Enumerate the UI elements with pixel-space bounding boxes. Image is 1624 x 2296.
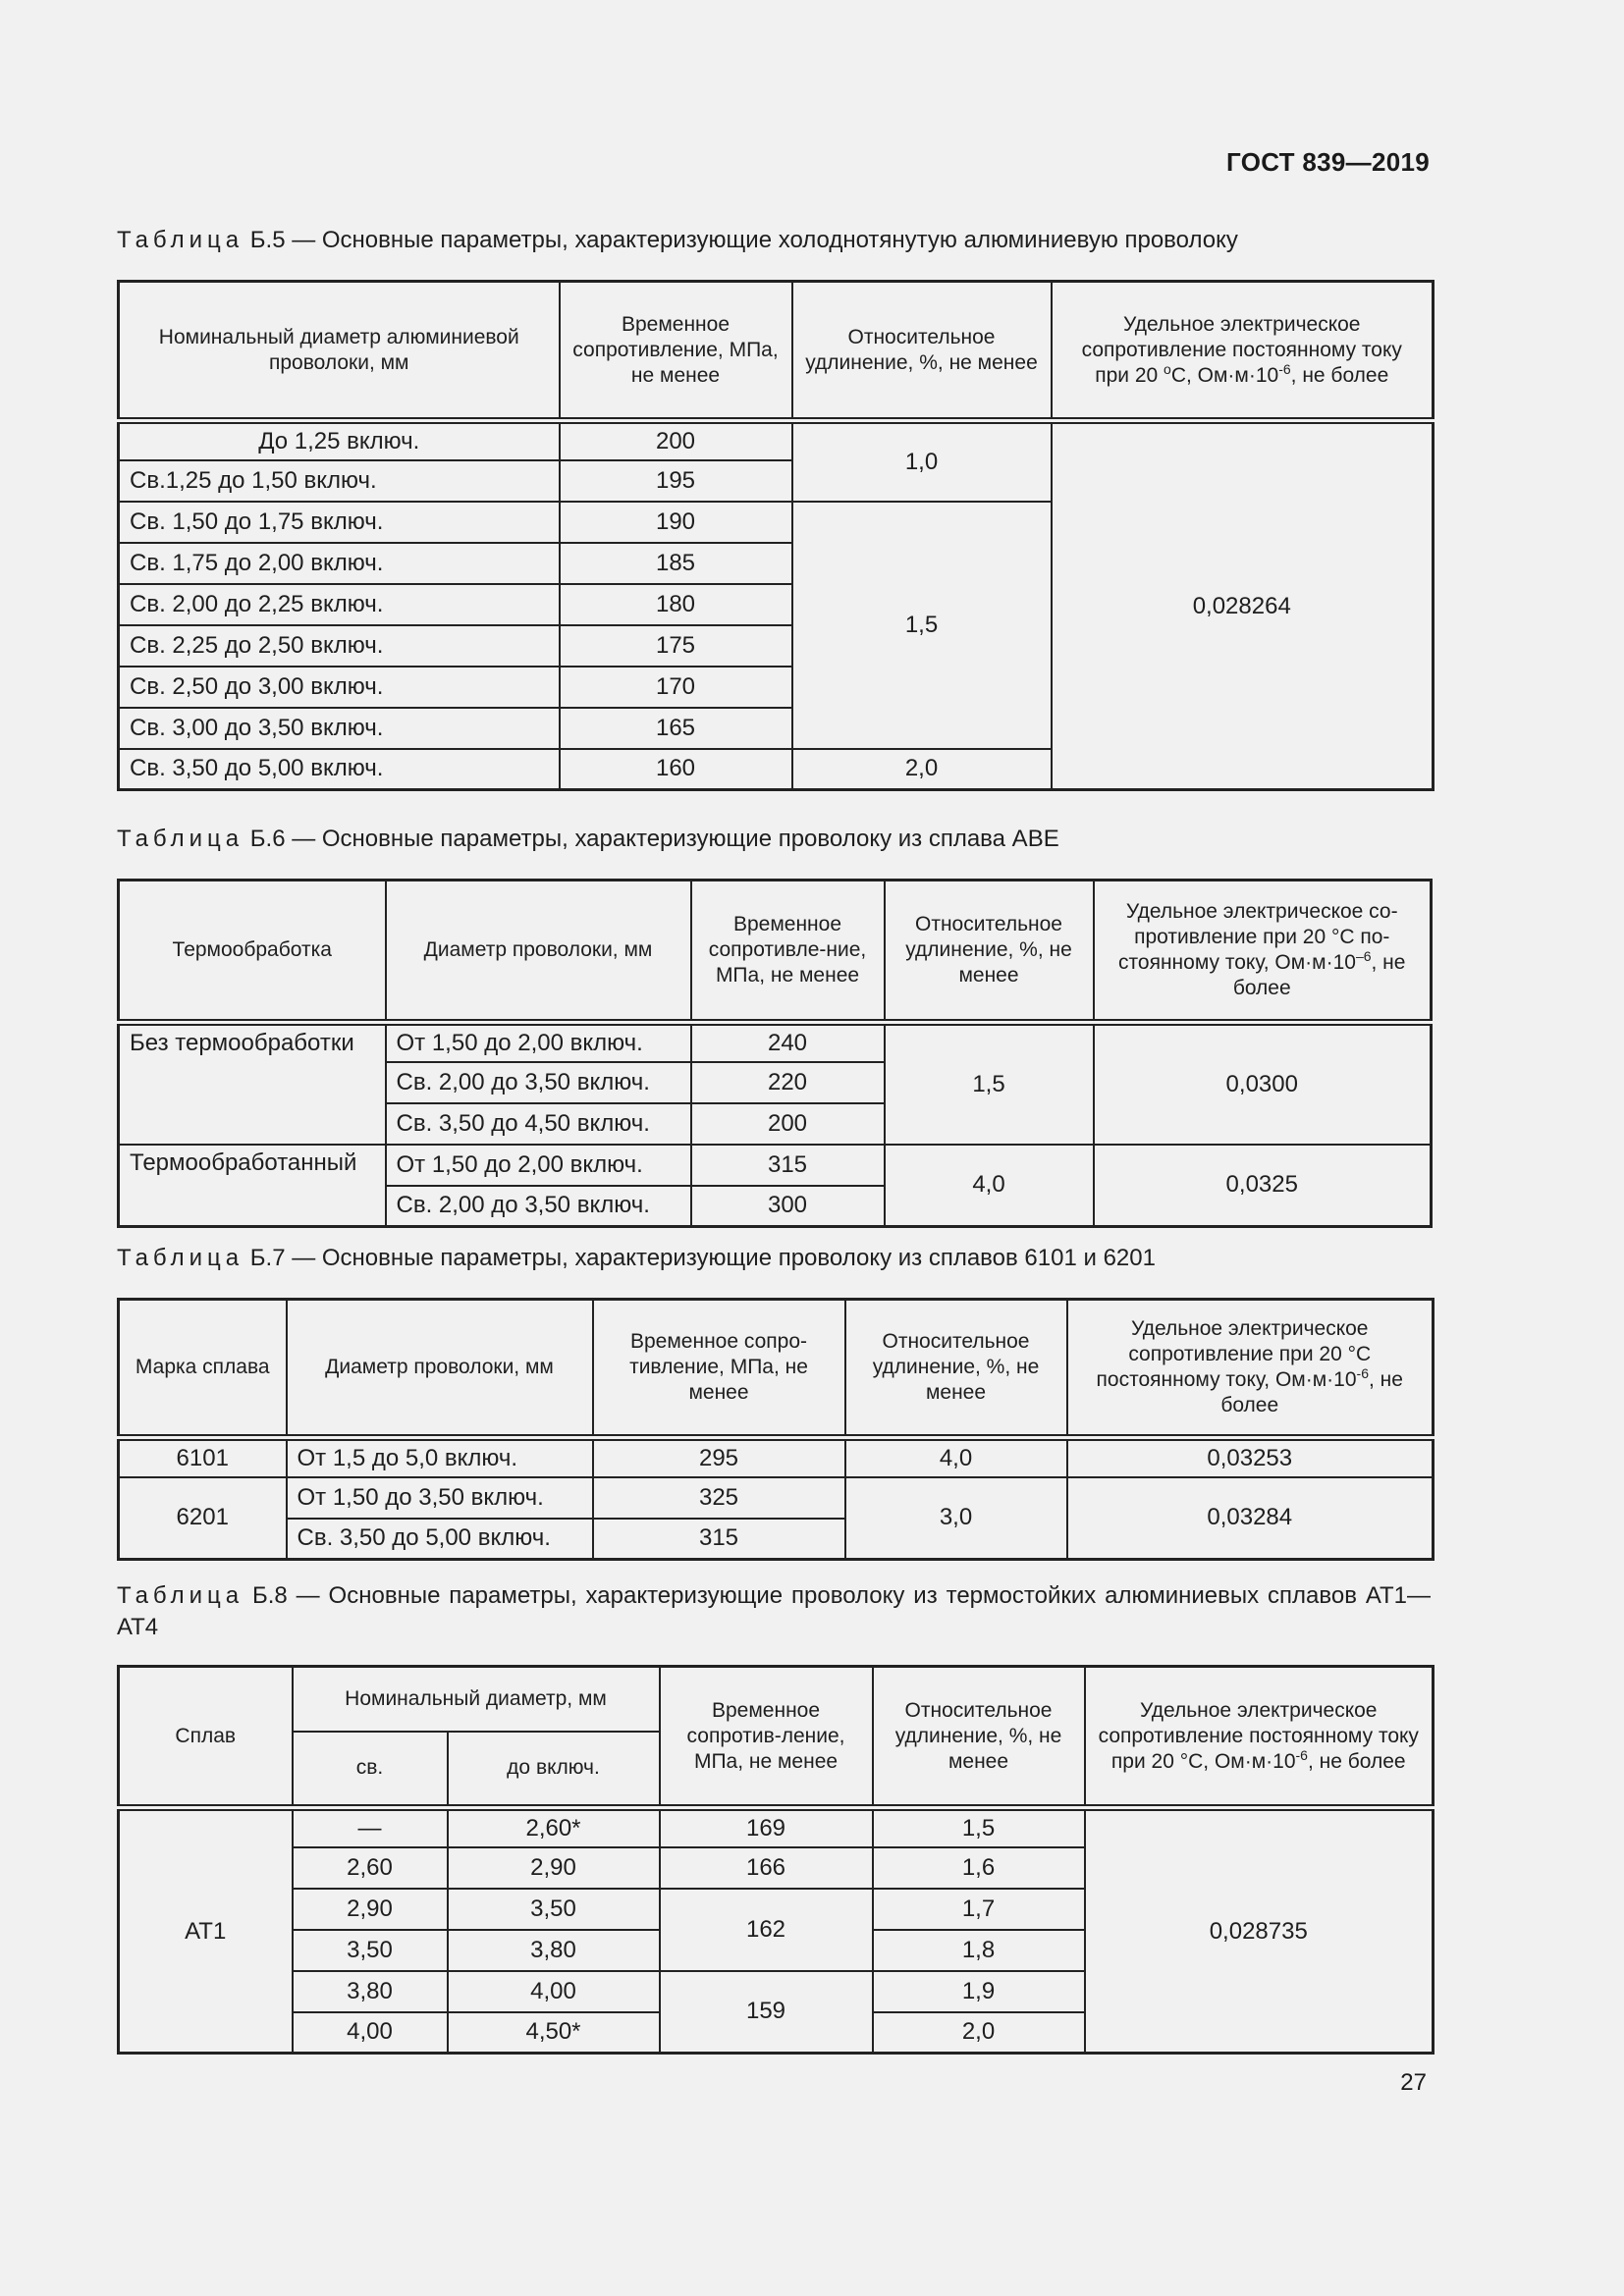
header-grade: Марка сплава — [119, 1300, 287, 1438]
cell-elongation: 4,0 — [885, 1145, 1094, 1227]
cell-diameter: Св. 1,75 до 2,00 включ. — [119, 543, 560, 584]
cell-elongation: 1,9 — [873, 1971, 1085, 2012]
cell-heat-treatment: Без термообработки — [119, 1023, 386, 1145]
cell-tensile: 240 — [691, 1023, 885, 1062]
cell-elongation: 2,0 — [792, 749, 1052, 790]
caption-word: Таблица — [117, 826, 244, 852]
header-resistivity: Удельное электрическое сопротивление постоянному току при 20 $^о$С, $Ом\cdot м\cdot 10^{-6}$, не более — [1052, 282, 1434, 421]
cell-tensile: 160 — [560, 749, 792, 790]
cell-from: 2,90 — [293, 1889, 448, 1930]
cell-elongation: 1,0 — [792, 421, 1052, 502]
cell-elongation: 1,8 — [873, 1930, 1085, 1971]
cell-tensile: 159 — [660, 1971, 873, 2054]
cell-resistivity: 0,03284 — [1067, 1477, 1434, 1560]
table-b5-caption — [117, 225, 1431, 256]
cell-diameter: Св. 2,25 до 2,50 включ. — [119, 625, 560, 667]
cell-to: 4,00 — [448, 1971, 660, 2012]
cell-elongation: 1,5 — [873, 1808, 1085, 1847]
cell-resistivity: 0,0325 — [1094, 1145, 1432, 1227]
cell-to: 3,50 — [448, 1889, 660, 1930]
cell-elongation: 3,0 — [845, 1477, 1067, 1560]
header-tensile: Временное сопротив-ление, МПа, не менее — [660, 1667, 873, 1808]
cell-tensile: 169 — [660, 1808, 873, 1847]
header-resistivity: Удельное электрическое сопротивление при 20 °С постоянному току, $Ом\cdot м\cdot 10^{-6}$, не более — [1067, 1300, 1434, 1438]
cell-tensile: 315 — [691, 1145, 885, 1186]
cell-diameter: Св. 1,50 до 1,75 включ. — [119, 502, 560, 543]
cell-diameter: Св.1,25 до 1,50 включ. — [119, 460, 560, 502]
caption-word: Таблица — [117, 1582, 244, 1609]
cell-tensile: 300 — [691, 1186, 885, 1227]
header-elongation: Относительное удлинение, %, не менее — [845, 1300, 1067, 1438]
caption-text: Б.5 — Основные параметры, характеризующие холоднотянутую алюминиевую проволоку — [249, 227, 1238, 253]
caption-text: Б.8 — Основные параметры, характеризующие проволоку из термостойких алюминиевых сплавов АТ1—АТ4 — [117, 1582, 1431, 1640]
caption-word: Таблица — [117, 227, 244, 253]
table-b6 — [117, 879, 1433, 1228]
cell-from: 4,00 — [293, 2012, 448, 2054]
cell-tensile: 175 — [560, 625, 792, 667]
caption-text: Б.6 — Основные параметры, характеризующие проволоку из сплава АВЕ — [249, 826, 1059, 852]
cell-tensile: 315 — [593, 1519, 845, 1560]
cell-tensile: 325 — [593, 1477, 845, 1519]
cell-tensile: 200 — [691, 1103, 885, 1145]
table-row — [119, 1023, 1432, 1062]
header-tensile: Временное сопротивле-ние, МПа, не менее — [691, 881, 885, 1023]
cell-diameter: Св. 2,00 до 3,50 включ. — [386, 1062, 691, 1103]
cell-diameter: Св. 3,50 до 4,50 включ. — [386, 1103, 691, 1145]
cell-tensile: 170 — [560, 667, 792, 708]
cell-elongation: 1,5 — [792, 502, 1052, 749]
header-from: св. — [293, 1732, 448, 1808]
document-id: ГОСТ 839—2019 — [1226, 147, 1430, 177]
cell-diameter: Св. 3,50 до 5,00 включ. — [119, 749, 560, 790]
table-row — [119, 1438, 1434, 1477]
header-resistivity: Удельное электрическое со-противление при 20 °С по-стоянному току, $Ом\cdot м\cdot 10^{-6}$, не более — [1094, 881, 1432, 1023]
header-diameter: Номинальный диаметр алюминиевой проволоки, мм — [119, 282, 560, 421]
cell-elongation: 1,7 — [873, 1889, 1085, 1930]
cell-tensile: 295 — [593, 1438, 845, 1477]
cell-tensile: 185 — [560, 543, 792, 584]
table-b7 — [117, 1298, 1435, 1561]
header-resistivity: Удельное электрическое сопротивление постоянному току при 20 °С, $Ом\cdot м\cdot 10^{-6}$, не более — [1085, 1667, 1434, 1808]
cell-heat-treatment: Термообработанный — [119, 1145, 386, 1227]
cell-diameter: До 1,25 включ. — [119, 421, 560, 460]
cell-diameter: От 1,50 до 2,00 включ. — [386, 1145, 691, 1186]
table-b6-caption — [117, 824, 1431, 855]
cell-diameter: От 1,50 до 2,00 включ. — [386, 1023, 691, 1062]
cell-elongation: 1,5 — [885, 1023, 1094, 1145]
cell-elongation: 4,0 — [845, 1438, 1067, 1477]
cell-alloy: АТ1 — [119, 1808, 293, 2054]
caption-text: Б.7 — Основные параметры, характеризующие проволоку из сплавов 6101 и 6201 — [249, 1245, 1156, 1271]
cell-from: 2,60 — [293, 1847, 448, 1889]
header-elongation: Относительное удлинение, %, не менее — [885, 881, 1094, 1023]
cell-to: 4,50* — [448, 2012, 660, 2054]
caption-word: Таблица — [117, 1245, 244, 1271]
cell-tensile: 190 — [560, 502, 792, 543]
table-b8-caption — [117, 1580, 1431, 1643]
cell-resistivity: 0,0300 — [1094, 1023, 1432, 1145]
header-tensile: Временное сопро-тивление, МПа, не менее — [593, 1300, 845, 1438]
cell-grade: 6101 — [119, 1438, 287, 1477]
cell-from: 3,80 — [293, 1971, 448, 2012]
header-alloy: Сплав — [119, 1667, 293, 1808]
table-b8 — [117, 1665, 1435, 2055]
table-row — [119, 1808, 1434, 1847]
page-number: 27 — [1400, 2069, 1427, 2096]
cell-grade: 6201 — [119, 1477, 287, 1560]
cell-tensile: 220 — [691, 1062, 885, 1103]
cell-diameter: Св. 2,00 до 2,25 включ. — [119, 584, 560, 625]
cell-tensile: 180 — [560, 584, 792, 625]
table-row — [119, 421, 1434, 460]
cell-to: 3,80 — [448, 1930, 660, 1971]
cell-resistivity: 0,028735 — [1085, 1808, 1434, 2054]
header-diameter: Диаметр проволоки, мм — [287, 1300, 593, 1438]
cell-resistivity: 0,028264 — [1052, 421, 1434, 790]
cell-tensile: 165 — [560, 708, 792, 749]
cell-diameter: Св. 3,50 до 5,00 включ. — [287, 1519, 593, 1560]
table-row — [119, 1477, 1434, 1519]
header-elongation: Относительное удлинение, %, не менее — [873, 1667, 1085, 1808]
header-diameter: Диаметр проволоки, мм — [386, 881, 691, 1023]
table-b7-caption — [117, 1243, 1431, 1274]
cell-diameter: Св. 2,00 до 3,50 включ. — [386, 1186, 691, 1227]
header-heat-treatment: Термообработка — [119, 881, 386, 1023]
cell-to: 2,90 — [448, 1847, 660, 1889]
cell-resistivity: 0,03253 — [1067, 1438, 1434, 1477]
cell-diameter: Св. 3,00 до 3,50 включ. — [119, 708, 560, 749]
header-nominal-diameter: Номинальный диаметр, мм — [293, 1667, 660, 1732]
cell-diameter: От 1,5 до 5,0 включ. — [287, 1438, 593, 1477]
header-tensile: Временное сопротивление, МПа, не менее — [560, 282, 792, 421]
table-b5 — [117, 280, 1435, 791]
cell-tensile: 200 — [560, 421, 792, 460]
cell-elongation: 1,6 — [873, 1847, 1085, 1889]
cell-tensile: 195 — [560, 460, 792, 502]
table-row — [119, 1145, 1432, 1186]
cell-tensile: 162 — [660, 1889, 873, 1971]
cell-elongation: 2,0 — [873, 2012, 1085, 2054]
cell-diameter: Св. 2,50 до 3,00 включ. — [119, 667, 560, 708]
cell-diameter: От 1,50 до 3,50 включ. — [287, 1477, 593, 1519]
header-to: до включ. — [448, 1732, 660, 1808]
cell-tensile: 166 — [660, 1847, 873, 1889]
cell-from: — — [293, 1808, 448, 1847]
cell-to: 2,60* — [448, 1808, 660, 1847]
header-elongation: Относительное удлинение, %, не менее — [792, 282, 1052, 421]
cell-from: 3,50 — [293, 1930, 448, 1971]
